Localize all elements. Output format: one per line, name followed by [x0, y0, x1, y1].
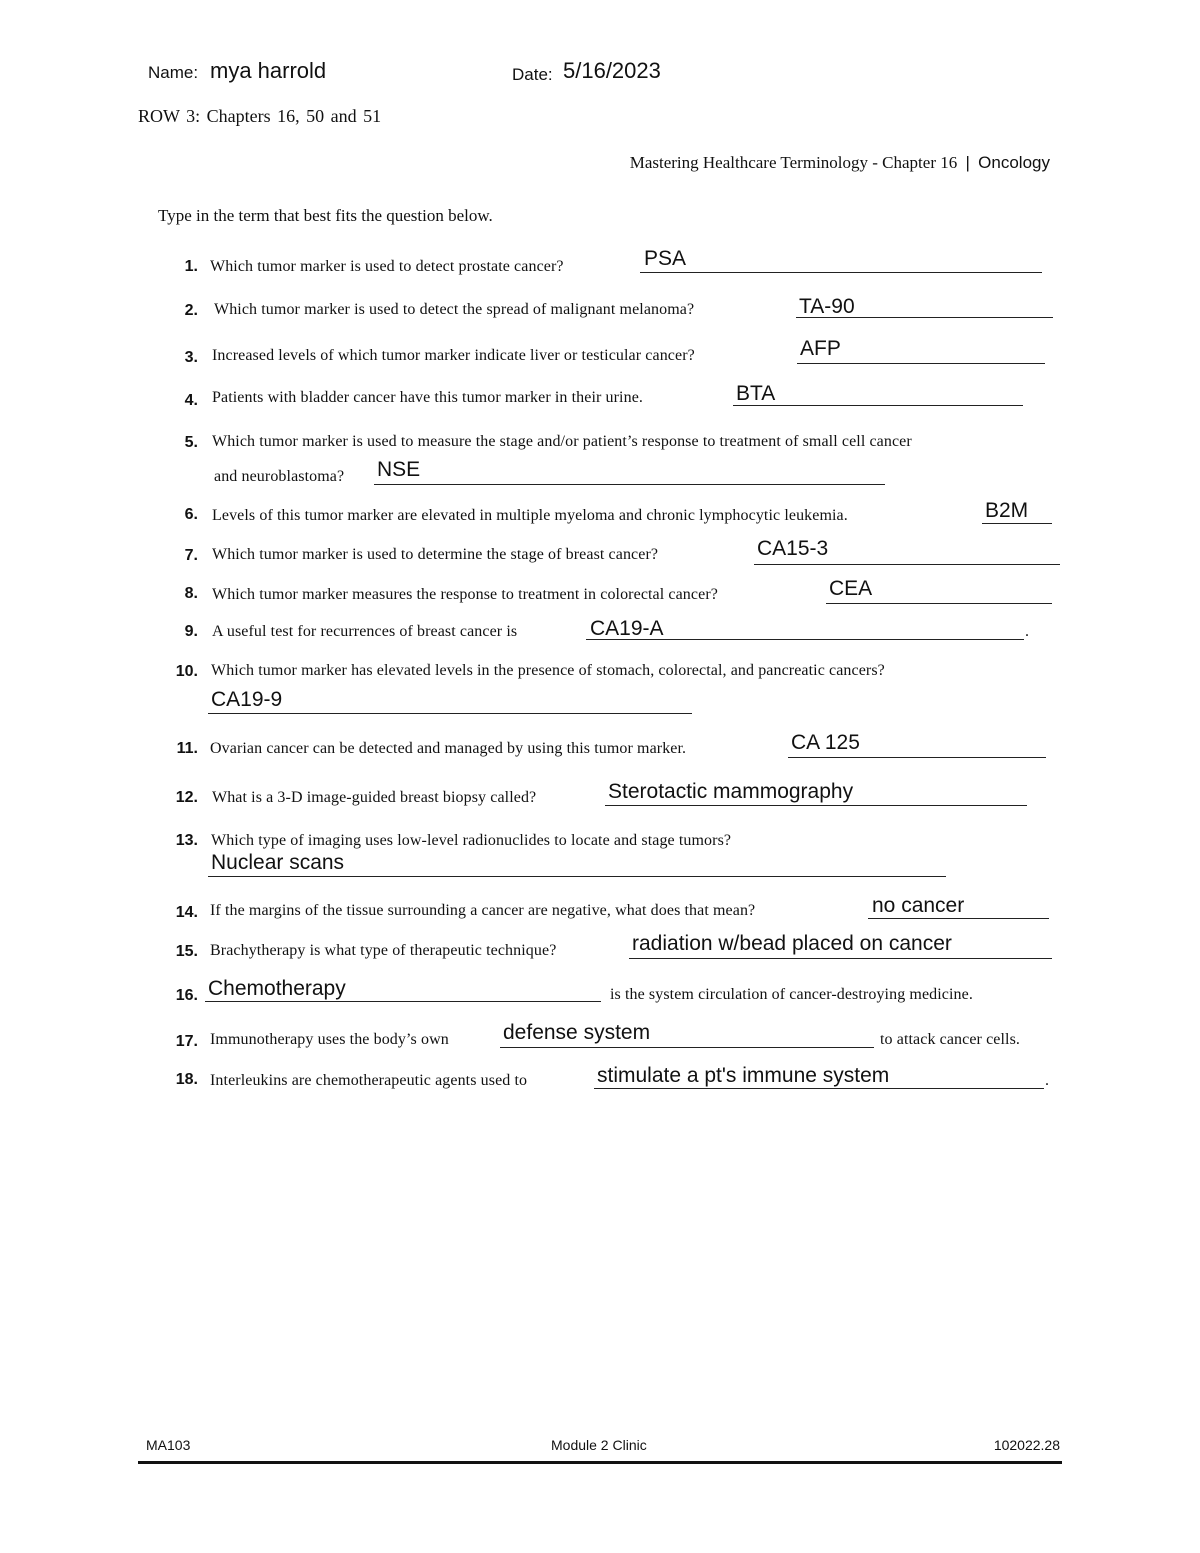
question-text: Which tumor marker is used to determine the stage of breast cancer? — [212, 546, 659, 563]
question-text: Immunotherapy uses the body’s own — [210, 1031, 449, 1048]
answer-underline — [205, 1001, 601, 1002]
question-text-end: is the system circulation of cancer-destroying medicine. — [610, 986, 973, 1003]
answer-underline — [868, 918, 1049, 919]
question-number: 10. — [175, 663, 198, 680]
topic-label: Oncology — [978, 153, 1050, 172]
answer-field[interactable]: AFP — [800, 337, 841, 360]
question-text: If the margins of the tissue surrounding a cancer are negative, what does that mean? — [210, 902, 756, 919]
footer-course-code: MA103 — [146, 1437, 191, 1453]
course-header — [630, 153, 1050, 173]
answer-field[interactable]: PSA — [644, 247, 687, 270]
question-number: 15. — [175, 943, 198, 960]
question-number: 14. — [175, 904, 198, 921]
instructions: Type in the term that best fits the question below. — [158, 206, 493, 225]
question-text: Which type of imaging uses low-level radionuclides to locate and stage tumors? — [211, 832, 732, 849]
question-number: 12. — [175, 789, 198, 806]
question-text-continued: and neuroblastoma? — [214, 468, 345, 485]
answer-underline — [797, 363, 1045, 364]
question-number: 11. — [176, 740, 198, 757]
footer-rule — [138, 1461, 1062, 1464]
question-number: 1. — [184, 258, 198, 275]
date-value: 5/16/2023 — [563, 58, 661, 83]
question-number: 17. — [175, 1033, 198, 1050]
answer-field[interactable]: TA-90 — [799, 295, 855, 318]
answer-underline — [733, 405, 1023, 406]
answer-underline — [605, 805, 1027, 806]
question-text-end: . — [1045, 1072, 1050, 1089]
answer-field[interactable]: NSE — [377, 458, 421, 481]
answer-underline — [500, 1047, 874, 1048]
answer-underline — [208, 876, 946, 877]
question-number: 13. — [175, 832, 198, 849]
answer-field[interactable]: Chemotherapy — [208, 977, 346, 1000]
answer-field[interactable]: B2M — [985, 499, 1029, 522]
question-number: 6. — [184, 506, 198, 523]
question-text: Ovarian cancer can be detected and managed by using this tumor marker. — [210, 740, 687, 757]
question-text: Increased levels of which tumor marker indicate liver or testicular cancer? — [212, 347, 695, 364]
question-number: 16. — [175, 987, 198, 1004]
answer-underline — [586, 639, 1024, 640]
question-text: Levels of this tumor marker are elevated in multiple myeloma and chronic lymphocytic leukemia. — [212, 507, 848, 524]
title-separator: | — [965, 153, 970, 172]
answer-underline — [629, 958, 1052, 959]
answer-underline — [982, 523, 1052, 524]
question-text: A useful test for recurrences of breast cancer is — [212, 623, 518, 640]
footer-version: 102022.28 — [993, 1437, 1060, 1453]
answer-underline — [374, 484, 885, 485]
question-text: Patients with bladder cancer have this tumor marker in their urine. — [212, 389, 644, 406]
answer-field[interactable]: stimulate a pt's immune system — [597, 1064, 890, 1087]
date-label: Date: — [512, 65, 553, 84]
answer-underline — [826, 603, 1052, 604]
question-text: Which tumor marker has elevated levels in the presence of stomach, colorectal, and pancreatic cancers? — [211, 662, 885, 679]
question-text: Interleukins are chemotherapeutic agents used to — [210, 1072, 528, 1089]
answer-field[interactable]: no cancer — [872, 894, 965, 917]
answer-field[interactable]: defense system — [503, 1021, 651, 1044]
question-text-end: . — [1025, 623, 1030, 640]
name-label: Name: — [148, 63, 199, 82]
question-text: Which tumor marker measures the response to treatment in colorectal cancer? — [212, 586, 718, 603]
row-label: ROW 3: Chapters 16, 50 and 51 — [138, 106, 382, 126]
question-text: What is a 3-D image-guided breast biopsy called? — [212, 789, 537, 806]
answer-field[interactable]: CEA — [829, 577, 873, 600]
answer-underline — [208, 713, 692, 714]
course-title: Mastering Healthcare Terminology - Chapter 16 — [629, 153, 958, 172]
footer-module: Module 2 Clinic — [551, 1437, 647, 1453]
question-number: 4. — [184, 392, 198, 409]
question-text-end: to attack cancer cells. — [880, 1031, 1020, 1048]
question-text: Which tumor marker is used to measure the stage and/or patient’s response to treatment of small cell cancer — [212, 433, 912, 450]
question-text: Which tumor marker is used to detect the spread of malignant melanoma? — [214, 301, 695, 318]
question-text: Brachytherapy is what type of therapeutic technique? — [210, 942, 557, 959]
question-number: 8. — [184, 585, 198, 602]
answer-field[interactable]: CA15-3 — [757, 537, 829, 560]
answer-field[interactable]: CA 125 — [791, 731, 860, 754]
answer-field[interactable]: Nuclear scans — [211, 851, 345, 874]
answer-field[interactable]: BTA — [736, 382, 776, 405]
answer-underline — [594, 1088, 1044, 1089]
question-number: 2. — [184, 302, 198, 319]
question-number: 9. — [184, 623, 198, 640]
question-number: 18. — [175, 1071, 198, 1088]
question-text: Which tumor marker is used to detect prostate cancer? — [210, 258, 564, 275]
answer-underline — [796, 317, 1053, 318]
answer-field[interactable]: Sterotactic mammography — [608, 780, 854, 803]
answer-underline — [788, 757, 1046, 758]
answer-underline — [640, 272, 1042, 273]
name-value: mya harrold — [210, 58, 327, 83]
answer-field[interactable]: CA19-9 — [211, 688, 283, 711]
question-number: 7. — [184, 547, 198, 564]
answer-field[interactable]: CA19-A — [590, 617, 664, 640]
question-number: 5. — [184, 434, 198, 451]
answer-field[interactable]: radiation w/bead placed on cancer — [632, 932, 952, 955]
question-number: 3. — [184, 349, 198, 366]
answer-underline — [754, 564, 1060, 565]
